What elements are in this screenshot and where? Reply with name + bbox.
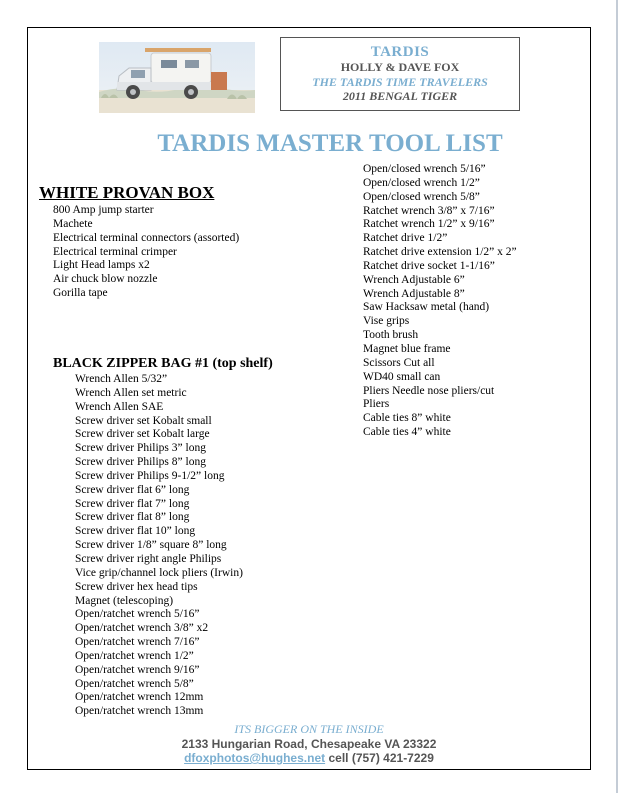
zipper-bag-item: Open/ratchet wrench 13mm — [75, 705, 204, 718]
email-link[interactable]: dfoxphotos@hughes.net — [184, 751, 326, 765]
truck-camper-photo — [99, 42, 255, 113]
zipper-bag-item: Screw driver right angle Philips — [75, 552, 222, 565]
vehicle-model: 2011 BENGAL TIGER — [342, 89, 458, 103]
page-title: TARDIS MASTER TOOL LIST — [157, 130, 503, 157]
zipper-bag-item: Screw driver Philips 3” long — [75, 442, 206, 455]
right-column-item: Ratchet drive socket 1-1/16” — [363, 259, 495, 272]
zipper-bag-item: Open/ratchet wrench 9/16” — [75, 663, 200, 676]
zipper-bag-heading: BLACK ZIPPER BAG #1 (top shelf) — [53, 356, 273, 371]
right-column-item: Saw Hacksaw metal (hand) — [363, 301, 490, 314]
right-column-item: Tooth brush — [363, 329, 419, 342]
footer-contact — [28, 751, 590, 765]
zipper-bag-item: Open/ratchet wrench 7/16” — [75, 636, 200, 649]
zipper-bag-item: Screw driver 1/8” square 8” long — [75, 539, 227, 552]
provan-item: Electrical terminal crimper — [53, 245, 177, 258]
footer-address: 2133 Hungarian Road, Chesapeake VA 23322 — [181, 737, 437, 751]
cell-number: cell (757) 421-7229 — [328, 751, 434, 765]
zipper-bag-item: Screw driver flat 10” long — [75, 525, 196, 538]
right-column-item: Wrench Adjustable 6” — [363, 273, 465, 286]
tardis-name: TARDIS — [370, 44, 430, 60]
owners-names: HOLLY & DAVE FOX — [340, 60, 460, 74]
zipper-bag-item-list — [75, 373, 243, 719]
right-column-item: Ratchet wrench 1/2” x 9/16” — [363, 218, 495, 231]
right-column-item: Ratchet drive extension 1/2” x 2” — [363, 246, 517, 259]
zipper-bag-item: Open/ratchet wrench 5/16” — [75, 608, 200, 621]
zipper-bag-item: Screw driver set Kobalt large — [75, 428, 210, 441]
provan-item: Electrical terminal connectors (assorted) — [53, 231, 240, 244]
provan-item: Air chuck blow nozzle — [53, 273, 158, 286]
right-column-item: WD40 small can — [363, 370, 441, 383]
right-column-item: Vise grips — [363, 315, 410, 328]
zipper-bag-item: Open/ratchet wrench 3/8” x2 — [75, 622, 209, 635]
zipper-bag-item: Vice grip/channel lock pliers (Irwin) — [75, 566, 243, 579]
right-column-item: Open/closed wrench 5/8” — [363, 190, 480, 203]
provan-item: Gorilla tape — [53, 287, 108, 300]
right-column-item: Open/closed wrench 5/16” — [363, 163, 486, 175]
provan-item-list — [53, 204, 239, 301]
provan-item: Machete — [53, 217, 93, 230]
zipper-bag-item: Screw driver hex head tips — [75, 580, 198, 593]
tagline: THE TARDIS TIME TRAVELERS — [312, 74, 488, 89]
zipper-bag-item: Open/ratchet wrench 5/8” — [75, 677, 194, 690]
zipper-bag-item: Open/ratchet wrench 1/2” — [75, 649, 194, 662]
right-column-item: Ratchet drive 1/2” — [363, 232, 448, 245]
right-column-item: Cable ties 8” white — [363, 412, 451, 425]
right-column-item: Wrench Adjustable 8” — [363, 287, 465, 300]
right-column-item: Pliers Needle nose pliers/cut — [363, 384, 495, 397]
provan-box-heading: WHITE PROVAN BOX — [39, 183, 215, 202]
zipper-bag-item: Screw driver set Kobalt small — [75, 414, 212, 427]
right-column-item: Ratchet wrench 3/8” x 7/16” — [363, 204, 495, 217]
right-column-item: Cable ties 4” white — [363, 426, 451, 439]
right-column-item: Pliers — [363, 398, 390, 411]
right-column-item: Open/closed wrench 1/2” — [363, 176, 480, 189]
right-column-item: Scissors Cut all — [363, 356, 435, 369]
provan-item: 800 Amp jump starter — [53, 204, 154, 216]
zipper-bag-item: Wrench Allen 5/32” — [75, 373, 168, 385]
zipper-bag-item: Screw driver Philips 8” long — [75, 456, 206, 469]
zipper-bag-item: Screw driver Philips 9-1/2” long — [75, 469, 225, 482]
zipper-bag-item: Magnet (telescoping) — [75, 594, 174, 607]
footer-tagline: ITS BIGGER ON THE INSIDE — [234, 722, 384, 736]
title-box — [280, 37, 520, 111]
zipper-bag-item: Open/ratchet wrench 12mm — [75, 691, 204, 704]
zipper-bag-item: Screw driver flat 7” long — [75, 497, 190, 510]
zipper-bag-item: Screw driver flat 6” long — [75, 483, 190, 496]
zipper-bag-item: Wrench Allen SAE — [75, 400, 164, 413]
zipper-bag-item: Wrench Allen set metric — [75, 386, 187, 399]
provan-item: Light Head lamps x2 — [53, 259, 150, 272]
zipper-bag-item: Screw driver flat 8” long — [75, 511, 190, 524]
right-column-item-list — [363, 163, 517, 440]
right-column-item: Magnet blue frame — [363, 342, 451, 355]
